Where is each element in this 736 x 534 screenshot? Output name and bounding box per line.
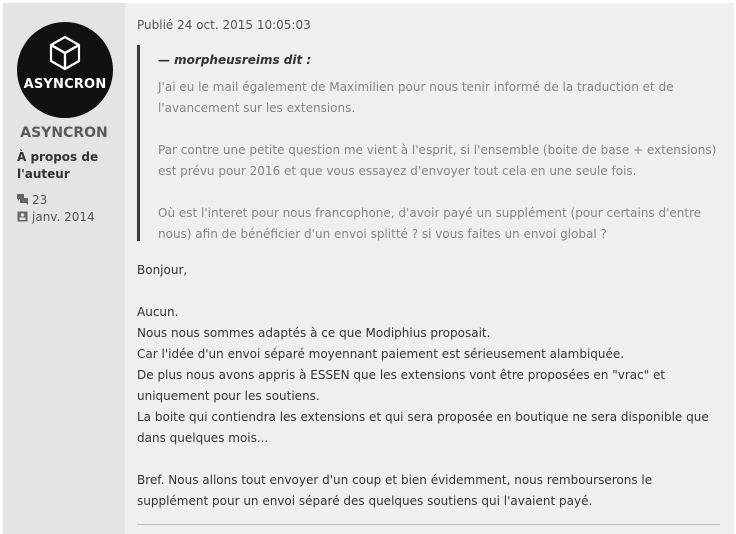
post-separator bbox=[137, 524, 720, 525]
body-line: La boite qui contiendra les extensions et qui sera proposée en boutique ne sera disponible que dans quelques mois... bbox=[137, 410, 709, 445]
quote-author: — morpheusreims dit : bbox=[158, 53, 312, 67]
post-timestamp[interactable]: Publié 24 oct. 2015 10:05:03 bbox=[137, 18, 311, 32]
joined-date-value: janv. 2014 bbox=[32, 210, 95, 224]
body-line: Car l'idée d'un envoi séparé moyennant paiement est sérieusement alambiquée. bbox=[137, 347, 625, 361]
quote-paragraph: J'ai eu le mail également de Maximilien pour nous tenir informé de la traduction et de l'avancement sur les extensions. bbox=[158, 80, 674, 115]
blockquote bbox=[137, 45, 716, 241]
forum-post bbox=[3, 3, 734, 534]
author-panel bbox=[3, 3, 125, 534]
post-content bbox=[125, 3, 734, 534]
about-author-link[interactable]: À propos de l'auteur bbox=[17, 150, 99, 181]
joined-date bbox=[17, 209, 95, 225]
avatar-text: ASYNCRON bbox=[23, 77, 107, 92]
quote-paragraph: Où est l'interet pour nous francophone, d'avoir payé un supplément (pour certains d'entre nous) afin de bénéficier d'un envoi splitté ? si vous faites un envoi global ? bbox=[158, 206, 702, 241]
body-closing: Bref. Nous allons tout envoyer d'un coup et bien évidemment, nous rembourserons le supplément pour un envoi séparé des quelques soutiens qui l'avaient payé. bbox=[137, 473, 653, 508]
body-greeting: Bonjour, bbox=[137, 263, 188, 277]
id-card-icon bbox=[17, 211, 28, 222]
body-line: Nous nous sommes adaptés à ce que Modiphius proposait. bbox=[137, 326, 491, 340]
body-line: Aucun. bbox=[137, 305, 179, 319]
posts-count bbox=[17, 192, 47, 208]
quote-paragraph: Par contre une petite question me vient à l'esprit, si l'ensemble (boite de base + extensions) est prévu pour 2016 et que vous essayez d'envoyer tout cela en une seule fois. bbox=[158, 143, 717, 178]
posts-count-value: 23 bbox=[32, 193, 48, 207]
body-line: De plus nous avons appris à ESSEN que les extensions vont être proposées en "vrac" et uniquement pour les soutiens. bbox=[137, 368, 666, 403]
avatar[interactable] bbox=[17, 22, 113, 118]
comments-icon bbox=[17, 194, 28, 205]
author-name[interactable]: ASYNCRON bbox=[20, 125, 108, 141]
cube-logo-icon bbox=[49, 35, 81, 71]
